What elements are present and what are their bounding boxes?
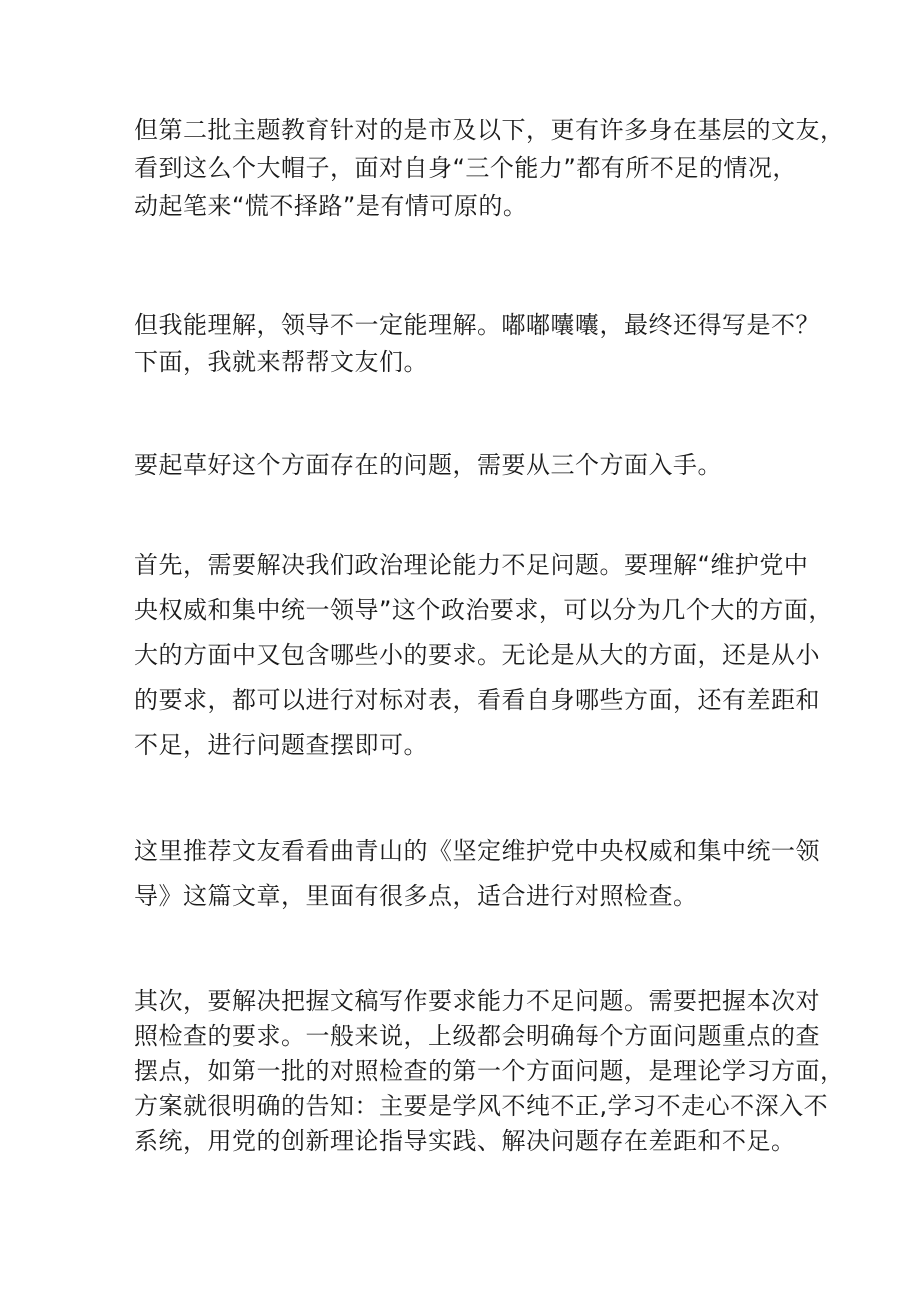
paragraph-line: 的要求，都可以进行对标对表，看看自身哪些方面，还有差距和 [134,686,820,714]
paragraph-line: 不足，进行问题查摆即可。 [134,731,428,759]
paragraph-line: 看到这么个大帽子，面对自身“三个能力”都有所不足的情况， [134,154,797,182]
paragraph-line: 摆点，如第一批的对照检查的第一个方面问题，是理论学习方面， [134,1057,845,1085]
paragraph-line: 系统，用党的创新理论指导实践、解决问题存在差距和不足。 [134,1127,796,1155]
paragraph-line: 动起笔来“慌不择路”是有情可原的。 [134,192,528,220]
paragraph-line: 这里推荐文友看看曲青山的《坚定维护党中央权威和集中统一领 [134,837,820,865]
paragraph-1 [134,111,845,225]
paragraph-line: 照检查的要求。一般来说，上级都会明确每个方面问题重点的查 [134,1022,820,1050]
paragraph-6 [134,984,845,1159]
paragraph-3 [134,448,814,482]
paragraph-line: 大的方面中又包含哪些小的要求。无论是从大的方面，还是从小 [134,641,820,669]
paragraph-line: 首先，需要解决我们政治理论能力不足问题。要理解“维护党中 [134,551,809,579]
paragraph-line: 要起草好这个方面存在的问题，需要从三个方面入手。 [134,451,722,479]
paragraph-line: 但我能理解，领导不一定能理解。嘟嘟囔囔，最终还得写是不？ [134,311,820,339]
paragraph-line: 其次，要解决把握文稿写作要求能力不足问题。需要把握本次对 [134,987,820,1015]
paragraph-line: 方案就很明确的告知：主要是学风不纯不正,学习不走心不深入不 [134,1092,829,1120]
paragraph-4 [134,543,833,768]
paragraph-2 [134,307,820,381]
paragraph-line: 央权威和集中统一领导”这个政治要求，可以分为几个大的方面， [134,596,833,624]
paragraph-line: 下面，我就来帮帮文友们。 [134,348,428,376]
paragraph-line: 导》这篇文章，里面有很多点，适合进行对照检查。 [134,882,698,910]
paragraph-5 [134,829,820,919]
paragraph-line: 但第二批主题教育针对的是市及以下，更有许多身在基层的文友， [134,116,845,144]
